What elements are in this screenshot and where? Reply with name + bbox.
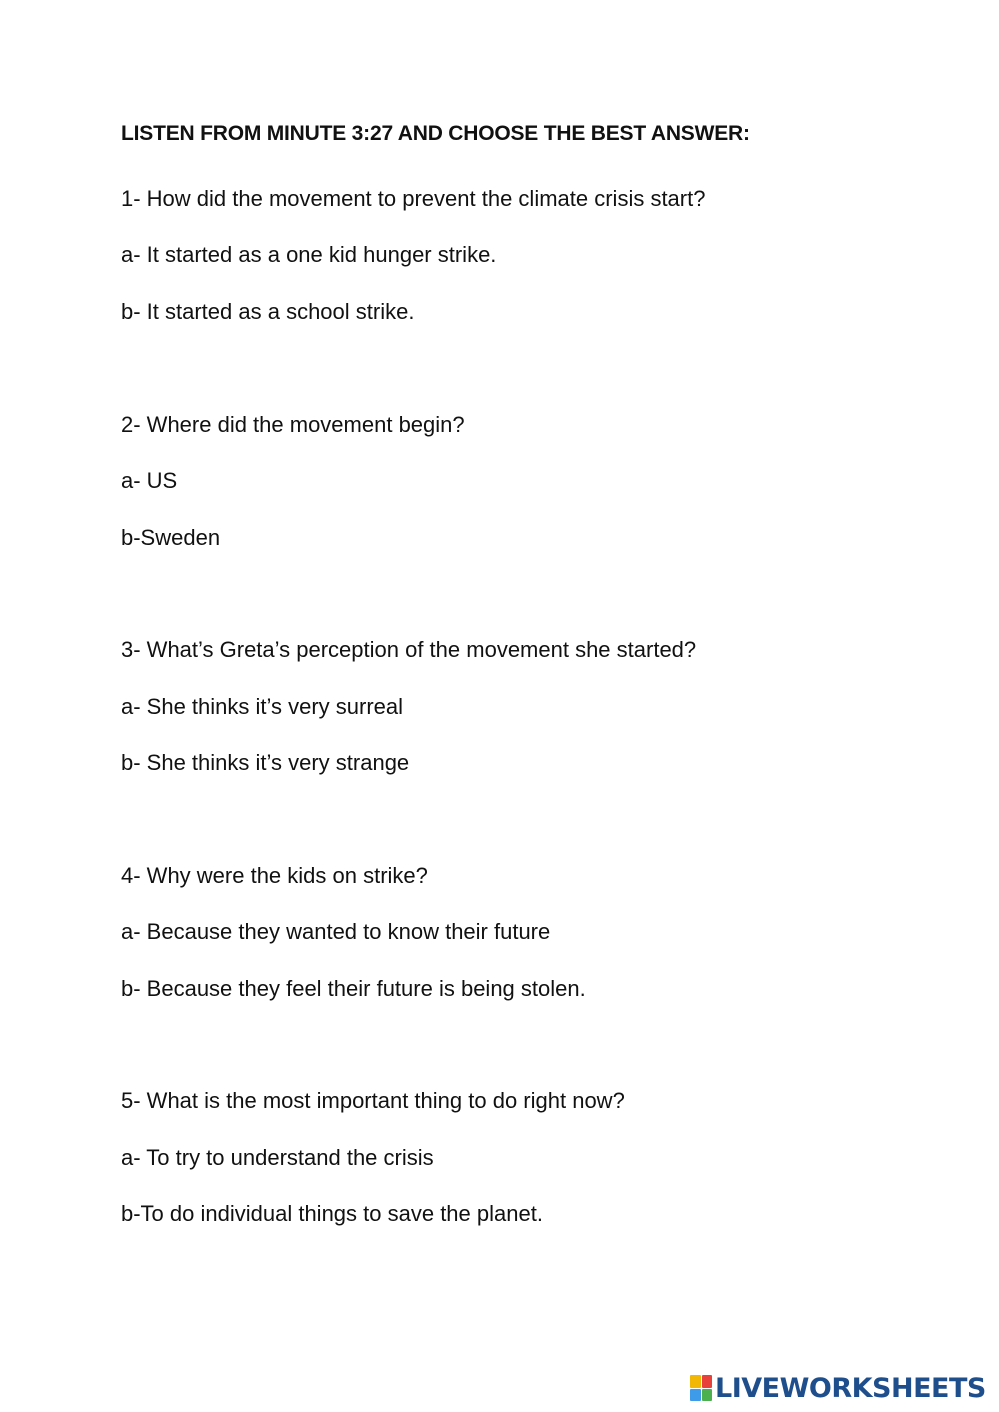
liveworksheets-logo-icon [690,1375,712,1401]
question-5-prompt: 5- What is the most important thing to do right now? [121,1088,625,1113]
question-1-option-b: b- It started as a school strike. [121,299,415,324]
question-1-option-a: a- It started as a one kid hunger strike. [121,242,497,267]
question-5-option-a: a- To try to understand the crisis [121,1145,434,1170]
logo-text: LIVEWORKSHEETS [715,1372,986,1404]
question-4-option-a: a- Because they wanted to know their future [121,919,551,944]
question-5-option-b: b-To do individual things to save the planet. [121,1201,543,1226]
question-3-prompt: 3- What’s Greta’s perception of the movement she started? [121,637,697,662]
question-3-option-b: b- She thinks it’s very strange [121,750,410,775]
liveworksheets-logo [690,1373,986,1403]
question-2-option-a: a- US [121,468,178,493]
question-2-prompt: 2- Where did the movement begin? [121,412,465,437]
question-1-prompt: 1- How did the movement to prevent the climate crisis start? [121,186,706,211]
question-2-option-b: b-Sweden [121,525,221,550]
question-4-prompt: 4- Why were the kids on strike? [121,863,428,888]
question-3-option-a: a- She thinks it’s very surreal [121,694,404,719]
question-4-option-b: b- Because they feel their future is being stolen. [121,976,586,1001]
worksheet-heading: LISTEN FROM MINUTE 3:27 AND CHOOSE THE BEST ANSWER: [121,122,750,145]
